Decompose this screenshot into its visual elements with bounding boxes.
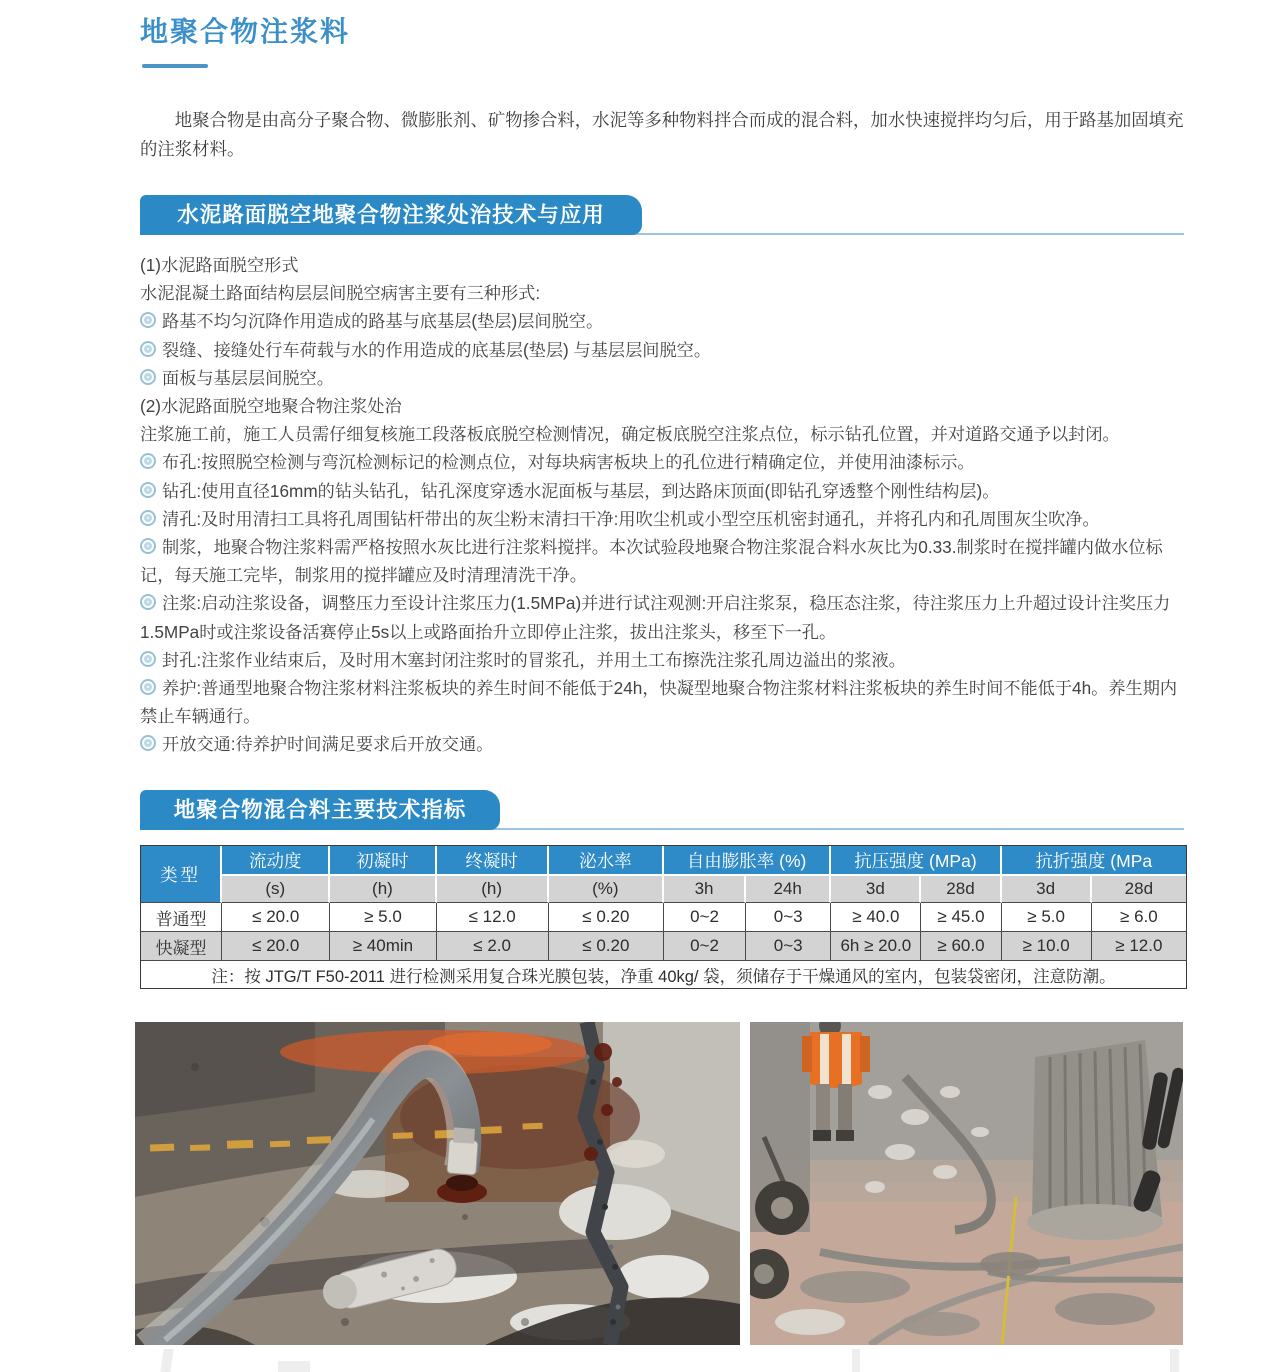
scan-artifact (160, 1349, 173, 1372)
value-cell: ≥ 10.0 (1002, 932, 1092, 961)
intro-paragraph: 地聚合物是由高分子聚合物、微膨胀剂、矿物掺合料，水泥等多种物料拌合而成的混合料，加水快速搅拌均匀后，用于路基加固填充的注浆材料。 (140, 110, 1184, 159)
ring-bullet-icon (140, 510, 156, 526)
value-cell: ≤ 0.20 (549, 903, 664, 932)
value-cell: ≥ 12.0 (1092, 932, 1186, 961)
photo-grout-injection-hole (135, 1022, 740, 1345)
bullet-item (140, 730, 1187, 758)
table-group-header: 自由膨胀率 (%) (664, 846, 831, 876)
photo-grouting-worksite (750, 1022, 1183, 1345)
value-cell: ≥ 5.0 (330, 903, 436, 932)
table-unit-header: (%) (549, 876, 664, 903)
value-cell: ≥ 5.0 (1002, 903, 1092, 932)
row-type-cell: 普通型 (141, 903, 222, 932)
table-unit-header: 24h (746, 876, 831, 903)
bullet-text: 制浆，地聚合物注浆料需严格按照水灰比进行注浆料搅拌。本次试验段地聚合物注浆混合料水灰比为0.33.制浆时在搅拌罐内做水位标记，每天施工完毕，制浆用的搅拌罐应及时清理清洗干净。 (140, 537, 1163, 586)
bullet-item (140, 533, 1187, 589)
bullet-item (140, 505, 1187, 533)
scan-artifact (278, 1361, 310, 1372)
bullet-item (140, 336, 1187, 364)
table-unit-header: (h) (330, 876, 436, 903)
ring-bullet-icon (140, 735, 156, 751)
table-unit-header: 3d (831, 876, 921, 903)
value-cell: ≤ 2.0 (437, 932, 549, 961)
paragraph: 注浆施工前，施工人员需仔细复核施工段落板底脱空检测情况，确定板底脱空注浆点位，标示钻孔位置，并对道路交通予以封闭。 (140, 424, 1120, 445)
ring-bullet-icon (140, 453, 156, 469)
row-type-cell: 快凝型 (141, 932, 222, 961)
scan-artifact (1170, 1349, 1179, 1372)
value-cell: ≥ 40min (330, 932, 436, 961)
section2-banner: 地聚合物混合料主要技术指标 (140, 790, 500, 830)
table-note: 注：按 JTG/T F50-2011 进行检测采用复合珠光膜包装，净重 40kg/ 袋，须储存于干燥通风的室内，包装袋密闭，注意防潮。 (141, 961, 1186, 988)
table-group-header: 抗折强度 (MPa (1002, 846, 1186, 876)
bullet-item (140, 364, 1187, 392)
paragraph: (2)水泥路面脱空地聚合物注浆处治 (140, 396, 402, 417)
value-cell: ≥ 40.0 (831, 903, 921, 932)
bullet-text: 养护:普通型地聚合物注浆材料注浆板块的养生时间不能低于24h，快凝型地聚合物注浆材料注浆板块的养生时间不能低于4h。养生期内禁止车辆通行。 (140, 678, 1178, 727)
section1-body (140, 251, 1187, 759)
bullet-text: 注浆:启动注浆设备，调整压力至设计注浆压力(1.5MPa)并进行试注观测:开启注浆泵，稳压态注浆，待注浆压力上升超过设计注奖压力1.5MPa时或注浆设备活赛停止5s以上或路面抬升立即停止注浆，拔出注浆头，移至下一孔。 (140, 593, 1171, 642)
value-cell: 6h ≥ 20.0 (831, 932, 921, 961)
value-cell: ≥ 45.0 (921, 903, 1001, 932)
value-cell: 0~2 (664, 932, 746, 961)
table-unit-header: (h) (437, 876, 549, 903)
ring-bullet-icon (140, 482, 156, 498)
table-group-header: 泌水率 (549, 846, 664, 876)
section1-banner: 水泥路面脱空地聚合物注浆处治技术与应用 (140, 195, 642, 235)
table-unit-header: (s) (222, 876, 330, 903)
value-cell: 0~3 (746, 903, 831, 932)
paragraph: (1)水泥路面脱空形式 (140, 255, 299, 275)
bullet-text: 钻孔:使用直径16mm的钻头钻孔，钻孔深度穿透水泥面板与基层，到达路床顶面(即钻孔穿透整个刚性结构层)。 (162, 480, 1000, 501)
ring-bullet-icon (140, 341, 156, 357)
value-cell: ≤ 20.0 (222, 932, 330, 961)
bullet-item (140, 589, 1187, 645)
bullet-text: 裂缝、接缝处行车荷载与水的作用造成的底基层(垫层) 与基层层间脱空。 (162, 339, 712, 360)
bullet-item (140, 646, 1187, 674)
table-unit-header: 3d (1002, 876, 1092, 903)
ring-bullet-icon (140, 594, 156, 610)
bullet-text: 清孔:及时用清扫工具将孔周围钻杆带出的灰尘粉末清扫干净:用吹尘机或小型空压机密封通孔，并将孔内和孔周围灰尘吹净。 (162, 508, 1100, 529)
table-row (141, 932, 1186, 961)
value-cell: ≤ 0.20 (549, 932, 664, 961)
value-cell: ≤ 20.0 (222, 903, 330, 932)
value-cell: 0~2 (664, 903, 746, 932)
table-unit-header: 28d (1092, 876, 1186, 903)
title-underline-divider (142, 64, 208, 68)
table-group-header: 初凝时 (330, 846, 436, 876)
spec-table (140, 845, 1187, 989)
ring-bullet-icon (140, 369, 156, 385)
ring-bullet-icon (140, 312, 156, 328)
ring-bullet-icon (140, 679, 156, 695)
bullet-text: 布孔:按照脱空检测与弯沉检测标记的检测点位，对每块病害板块上的孔位进行精确定位，并使用油漆标示。 (162, 452, 975, 473)
table-unit-header: 28d (921, 876, 1001, 903)
bullet-item (140, 307, 1187, 335)
table-group-header: 流动度 (222, 846, 330, 876)
bullet-text: 封孔:注浆作业结束后，及时用木塞封闭注浆时的冒浆孔，并用土工布擦洗注浆孔周边溢出的浆液。 (162, 649, 906, 670)
table-row (141, 903, 1186, 932)
bullet-text: 面板与基层层间脱空。 (162, 367, 334, 388)
bullet-text: 路基不均匀沉降作用造成的路基与底基层(垫层)层间脱空。 (162, 311, 604, 332)
value-cell: ≤ 12.0 (437, 903, 549, 932)
scan-artifact (852, 1349, 860, 1372)
table-unit-header: 3h (664, 876, 746, 903)
page-title: 地聚合物注浆料 (140, 16, 351, 47)
table-group-header: 终凝时 (437, 846, 549, 876)
value-cell: ≥ 60.0 (921, 932, 1001, 961)
ring-bullet-icon (140, 651, 156, 667)
bullet-text: 开放交通:待养护时间满足要求后开放交通。 (162, 734, 494, 755)
paragraph: 水泥混凝土路面结构层层间脱空病害主要有三种形式: (140, 283, 541, 304)
bullet-item (140, 674, 1187, 730)
value-cell: ≥ 6.0 (1092, 903, 1186, 932)
table-group-header: 抗压强度 (MPa) (831, 846, 1001, 876)
value-cell: 0~3 (746, 932, 831, 961)
ring-bullet-icon (140, 538, 156, 554)
table-corner-header: 类型 (141, 846, 222, 903)
bullet-item (140, 477, 1187, 505)
bullet-item (140, 448, 1187, 476)
